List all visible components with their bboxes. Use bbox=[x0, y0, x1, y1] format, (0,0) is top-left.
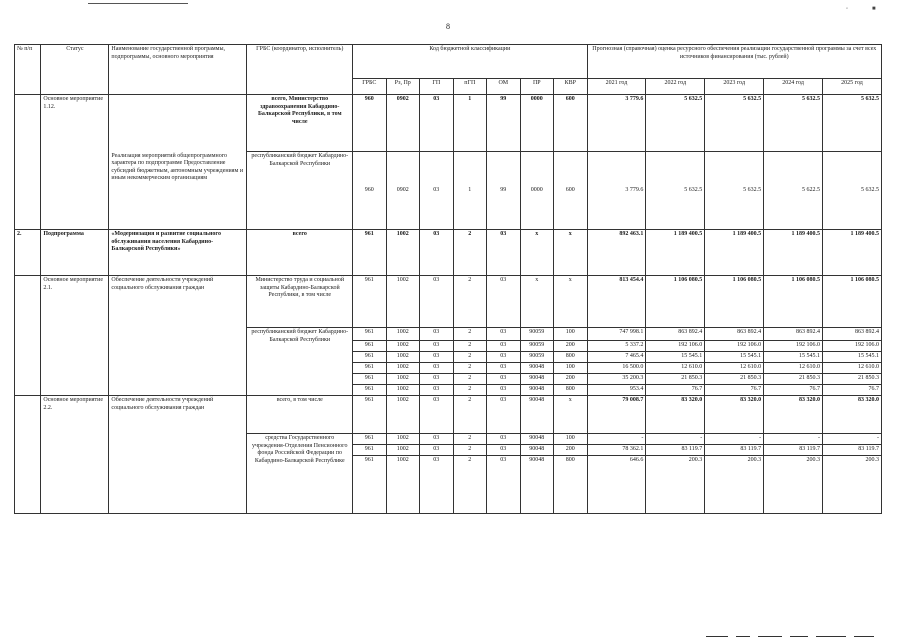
cell-code: 600 bbox=[554, 152, 588, 230]
cell-value: 192 106.0 bbox=[764, 341, 823, 352]
cell-code: 1002 bbox=[386, 445, 420, 456]
scan-dash bbox=[854, 636, 874, 637]
cell-code: 03 bbox=[420, 374, 454, 385]
cell-grbs: Министерство труда и социальной защиты Кабардино-Балкарской Республики, в том числе bbox=[247, 276, 353, 328]
cell-code: 2 bbox=[453, 445, 487, 456]
cell-value: 3 779.6 bbox=[587, 152, 646, 230]
cell-num: 2. bbox=[15, 230, 41, 276]
page-number: 8 bbox=[446, 22, 450, 31]
cell-value: 15 545.1 bbox=[646, 352, 705, 363]
cell-code: 1002 bbox=[386, 276, 420, 328]
cell-code: 90048 bbox=[520, 385, 554, 396]
cell-value: 35 200.3 bbox=[587, 374, 646, 385]
cell-code: 03 bbox=[487, 445, 521, 456]
corner-mark: ◦ bbox=[846, 6, 849, 12]
cell-code: 961 bbox=[353, 456, 387, 514]
cell-code: 03 bbox=[487, 276, 521, 328]
cell-code: 90048 bbox=[520, 363, 554, 374]
header-year: 2025 год bbox=[823, 79, 882, 95]
cell-code: 2 bbox=[453, 385, 487, 396]
cell-value: 1 189 400.5 bbox=[823, 230, 882, 276]
cell-name bbox=[109, 95, 247, 152]
cell-value: 200.3 bbox=[646, 456, 705, 514]
header-year: 2022 год bbox=[646, 79, 705, 95]
cell-status: Основное мероприятие 2.1. bbox=[41, 276, 109, 396]
cell-value: 5 632.5 bbox=[705, 95, 764, 152]
cell-grbs: республиканский бюджет Кабардино-Балкарской Республики bbox=[247, 328, 353, 396]
cell-code: 100 bbox=[554, 363, 588, 374]
cell-name: Обеспечение деятельности учреждений социального обслуживания граждан bbox=[109, 396, 247, 514]
cell-code: 90048 bbox=[520, 396, 554, 434]
cell-value: 83 320.0 bbox=[646, 396, 705, 434]
cell-num bbox=[15, 276, 41, 396]
corner-mark: ■ bbox=[872, 6, 876, 12]
cell-grbs: республиканский бюджет Кабардино-Балкарской Республики bbox=[247, 152, 353, 230]
cell-value: 1 106 080.5 bbox=[646, 276, 705, 328]
cell-value: - bbox=[587, 434, 646, 445]
header-year: 2024 год bbox=[764, 79, 823, 95]
cell-value: 863 892.4 bbox=[823, 328, 882, 341]
cell-code: 03 bbox=[420, 95, 454, 152]
cell-code: 2 bbox=[453, 363, 487, 374]
cell-code: 03 bbox=[420, 434, 454, 445]
cell-code: 03 bbox=[487, 352, 521, 363]
cell-code: 03 bbox=[420, 396, 454, 434]
cell-value: 12 610.0 bbox=[823, 363, 882, 374]
header-code: КВР bbox=[554, 79, 588, 95]
header-forecast: Прогнозная (справочная) оценка ресурсного обеспечения реализации государственной программы за счет всех источников финансирования (тыс. рублей) bbox=[587, 45, 881, 79]
cell-code: 1002 bbox=[386, 230, 420, 276]
table-row bbox=[15, 152, 882, 230]
cell-value: 200.3 bbox=[823, 456, 882, 514]
cell-value: 1 106 080.5 bbox=[764, 276, 823, 328]
cell-value: 12 610.0 bbox=[705, 363, 764, 374]
cell-code: 1002 bbox=[386, 328, 420, 341]
cell-value: 863 892.4 bbox=[764, 328, 823, 341]
cell-code: 03 bbox=[487, 385, 521, 396]
cell-code: 03 bbox=[420, 276, 454, 328]
cell-code: х bbox=[520, 230, 554, 276]
cell-value: 79 008.7 bbox=[587, 396, 646, 434]
cell-value: 1 189 400.5 bbox=[764, 230, 823, 276]
cell-code: 03 bbox=[420, 385, 454, 396]
cell-code: 90048 bbox=[520, 445, 554, 456]
cell-code: 90059 bbox=[520, 341, 554, 352]
cell-code: 961 bbox=[353, 434, 387, 445]
cell-code: 0902 bbox=[386, 152, 420, 230]
cell-code: 961 bbox=[353, 385, 387, 396]
cell-value: 7 465.4 bbox=[587, 352, 646, 363]
cell-code: 03 bbox=[420, 352, 454, 363]
cell-code: 03 bbox=[420, 341, 454, 352]
cell-code: 03 bbox=[487, 230, 521, 276]
cell-value: 5 632.5 bbox=[646, 152, 705, 230]
cell-grbs: всего, Министерство здравоохранения Кабардино-Балкарской Республики, в том числе bbox=[247, 95, 353, 152]
cell-code: 800 bbox=[554, 456, 588, 514]
cell-name: Обеспечение деятельности учреждений социального обслуживания граждан bbox=[109, 276, 247, 396]
cell-code: 200 bbox=[554, 374, 588, 385]
cell-value: 12 610.0 bbox=[646, 363, 705, 374]
cell-code: 1 bbox=[453, 95, 487, 152]
cell-num bbox=[15, 396, 41, 514]
cell-name: Реализация мероприятий общепрограммного характера по подпрограмме Предоставление субсидий бюджетным, автономным учреждениям и иным некоммерческим организациям bbox=[109, 152, 247, 230]
scan-dash bbox=[758, 636, 782, 637]
header-code: ГРБС bbox=[353, 79, 387, 95]
header-code: пГП bbox=[453, 79, 487, 95]
scan-dash bbox=[736, 636, 750, 637]
cell-grbs: всего, в том числе bbox=[247, 396, 353, 434]
cell-code: 2 bbox=[453, 276, 487, 328]
header-kbk: Код бюджетной классификации bbox=[353, 45, 588, 79]
cell-value: 76.7 bbox=[705, 385, 764, 396]
cell-value: 15 545.1 bbox=[764, 352, 823, 363]
cell-code: 2 bbox=[453, 341, 487, 352]
table-row bbox=[15, 276, 882, 328]
cell-code: 961 bbox=[353, 230, 387, 276]
table-row bbox=[15, 95, 882, 152]
cell-code: 2 bbox=[453, 328, 487, 341]
cell-value: 863 892.4 bbox=[705, 328, 764, 341]
cell-value: 3 779.6 bbox=[587, 95, 646, 152]
header-num: № п/п bbox=[15, 45, 41, 95]
cell-code: 100 bbox=[554, 434, 588, 445]
top-rule bbox=[88, 3, 188, 4]
header-status: Статус bbox=[41, 45, 109, 95]
cell-code: х bbox=[520, 276, 554, 328]
cell-code: 03 bbox=[420, 445, 454, 456]
cell-value: 5 632.5 bbox=[705, 152, 764, 230]
cell-status bbox=[41, 152, 109, 230]
cell-value: 76.7 bbox=[823, 385, 882, 396]
cell-value: 5 632.5 bbox=[823, 95, 882, 152]
cell-code: 200 bbox=[554, 445, 588, 456]
cell-code: 0000 bbox=[520, 95, 554, 152]
header-code: ОМ bbox=[487, 79, 521, 95]
cell-value: 1 106 080.5 bbox=[823, 276, 882, 328]
header-name: Наименование государственной программы, подпрограммы, основного мероприятия bbox=[109, 45, 247, 95]
cell-status: Основное мероприятие 1.12. bbox=[41, 95, 109, 152]
cell-code: 03 bbox=[487, 374, 521, 385]
cell-code: 03 bbox=[487, 328, 521, 341]
cell-value: 76.7 bbox=[646, 385, 705, 396]
cell-value: 646.6 bbox=[587, 456, 646, 514]
cell-code: 03 bbox=[420, 230, 454, 276]
cell-code: 99 bbox=[487, 95, 521, 152]
cell-value: 16 500.0 bbox=[587, 363, 646, 374]
cell-code: 1002 bbox=[386, 363, 420, 374]
cell-value: 192 106.0 bbox=[823, 341, 882, 352]
cell-code: 600 bbox=[554, 95, 588, 152]
cell-code: 03 bbox=[420, 328, 454, 341]
cell-code: 1002 bbox=[386, 374, 420, 385]
cell-code: х bbox=[554, 230, 588, 276]
cell-code: х bbox=[554, 276, 588, 328]
cell-code: 961 bbox=[353, 341, 387, 352]
cell-value: 192 106.0 bbox=[705, 341, 764, 352]
cell-value: 1 106 080.5 bbox=[705, 276, 764, 328]
header-code: ПР bbox=[520, 79, 554, 95]
scan-dash bbox=[790, 636, 808, 637]
cell-value: 83 119.7 bbox=[823, 445, 882, 456]
cell-code: 1002 bbox=[386, 385, 420, 396]
cell-code: х bbox=[554, 396, 588, 434]
cell-value: 83 320.0 bbox=[764, 396, 823, 434]
cell-name: «Модернизация и развитие социального обслуживания населения Кабардино-Балкарской Республики» bbox=[109, 230, 247, 276]
cell-code: 90048 bbox=[520, 456, 554, 514]
cell-value: 200.3 bbox=[764, 456, 823, 514]
cell-value: 78 362.1 bbox=[587, 445, 646, 456]
cell-value: 12 610.0 bbox=[764, 363, 823, 374]
cell-value: 5 622.5 bbox=[764, 152, 823, 230]
cell-num bbox=[15, 152, 41, 230]
cell-code: 03 bbox=[420, 363, 454, 374]
cell-code: 800 bbox=[554, 385, 588, 396]
cell-value: 21 850.3 bbox=[823, 374, 882, 385]
cell-value: 15 545.1 bbox=[823, 352, 882, 363]
cell-code: 2 bbox=[453, 396, 487, 434]
cell-code: 2 bbox=[453, 456, 487, 514]
cell-code: 961 bbox=[353, 396, 387, 434]
cell-grbs: всего bbox=[247, 230, 353, 276]
cell-status: Подпрограмма bbox=[41, 230, 109, 276]
table-row bbox=[15, 230, 882, 276]
cell-code: 961 bbox=[353, 374, 387, 385]
cell-value: 747 998.1 bbox=[587, 328, 646, 341]
cell-code: 961 bbox=[353, 328, 387, 341]
cell-value: 892 463.1 bbox=[587, 230, 646, 276]
cell-code: 90059 bbox=[520, 352, 554, 363]
cell-code: 03 bbox=[487, 456, 521, 514]
cell-value: 813 454.4 bbox=[587, 276, 646, 328]
cell-code: 03 bbox=[487, 363, 521, 374]
cell-code: 1002 bbox=[386, 352, 420, 363]
cell-value: - bbox=[705, 434, 764, 445]
cell-code: 200 bbox=[554, 341, 588, 352]
table-row bbox=[15, 396, 882, 434]
cell-code: 2 bbox=[453, 230, 487, 276]
cell-code: 03 bbox=[420, 456, 454, 514]
cell-value: 83 320.0 bbox=[705, 396, 764, 434]
resource-table bbox=[14, 44, 882, 514]
cell-num bbox=[15, 95, 41, 152]
header-year: 2023 год bbox=[705, 79, 764, 95]
cell-value: - bbox=[823, 434, 882, 445]
cell-code: 90059 bbox=[520, 328, 554, 341]
cell-value: 5 632.5 bbox=[646, 95, 705, 152]
header-code: Рз, Пр bbox=[386, 79, 420, 95]
cell-value: 21 850.3 bbox=[646, 374, 705, 385]
cell-value: 83 119.7 bbox=[764, 445, 823, 456]
cell-code: 1002 bbox=[386, 434, 420, 445]
cell-value: 953.4 bbox=[587, 385, 646, 396]
cell-value: 83 119.7 bbox=[705, 445, 764, 456]
cell-code: 961 bbox=[353, 352, 387, 363]
cell-code: 961 bbox=[353, 445, 387, 456]
cell-code: 800 bbox=[554, 352, 588, 363]
cell-value: - bbox=[646, 434, 705, 445]
cell-value: 21 850.3 bbox=[764, 374, 823, 385]
cell-code: 960 bbox=[353, 152, 387, 230]
cell-code: 1002 bbox=[386, 396, 420, 434]
cell-code: 03 bbox=[487, 396, 521, 434]
cell-code: 2 bbox=[453, 374, 487, 385]
cell-code: 03 bbox=[420, 152, 454, 230]
cell-code: 99 bbox=[487, 152, 521, 230]
cell-value: 83 119.7 bbox=[646, 445, 705, 456]
cell-code: 90048 bbox=[520, 434, 554, 445]
cell-code: 0902 bbox=[386, 95, 420, 152]
cell-code: 2 bbox=[453, 434, 487, 445]
cell-value: 5 337.2 bbox=[587, 341, 646, 352]
cell-value: - bbox=[764, 434, 823, 445]
cell-code: 0000 bbox=[520, 152, 554, 230]
cell-code: 03 bbox=[487, 434, 521, 445]
cell-value: 1 189 400.5 bbox=[646, 230, 705, 276]
header-code: ГП bbox=[420, 79, 454, 95]
cell-code: 2 bbox=[453, 352, 487, 363]
scan-dash bbox=[816, 636, 846, 637]
scan-dash bbox=[706, 636, 728, 637]
header-year: 2021 год bbox=[587, 79, 646, 95]
cell-code: 100 bbox=[554, 328, 588, 341]
cell-code: 961 bbox=[353, 363, 387, 374]
cell-value: 83 320.0 bbox=[823, 396, 882, 434]
cell-value: 200.3 bbox=[705, 456, 764, 514]
cell-code: 1002 bbox=[386, 341, 420, 352]
cell-grbs: средства Государственного учреждения-Отделения Пенсионного фонда Российской Федерации по Кабардино-Балкарской Республике bbox=[247, 434, 353, 514]
cell-code: 1002 bbox=[386, 456, 420, 514]
cell-value: 15 545.1 bbox=[705, 352, 764, 363]
cell-code: 960 bbox=[353, 95, 387, 152]
cell-code: 90048 bbox=[520, 374, 554, 385]
cell-status: Основное мероприятие 2.2. bbox=[41, 396, 109, 514]
cell-value: 5 632.5 bbox=[764, 95, 823, 152]
cell-value: 21 850.3 bbox=[705, 374, 764, 385]
cell-code: 1 bbox=[453, 152, 487, 230]
cell-code: 961 bbox=[353, 276, 387, 328]
cell-value: 76.7 bbox=[764, 385, 823, 396]
cell-value: 192 106.0 bbox=[646, 341, 705, 352]
header-grbs: ГРБС (координатор, исполнитель) bbox=[247, 45, 353, 95]
cell-code: 03 bbox=[487, 341, 521, 352]
cell-value: 1 189 400.5 bbox=[705, 230, 764, 276]
cell-value: 863 892.4 bbox=[646, 328, 705, 341]
cell-value: 5 632.5 bbox=[823, 152, 882, 230]
